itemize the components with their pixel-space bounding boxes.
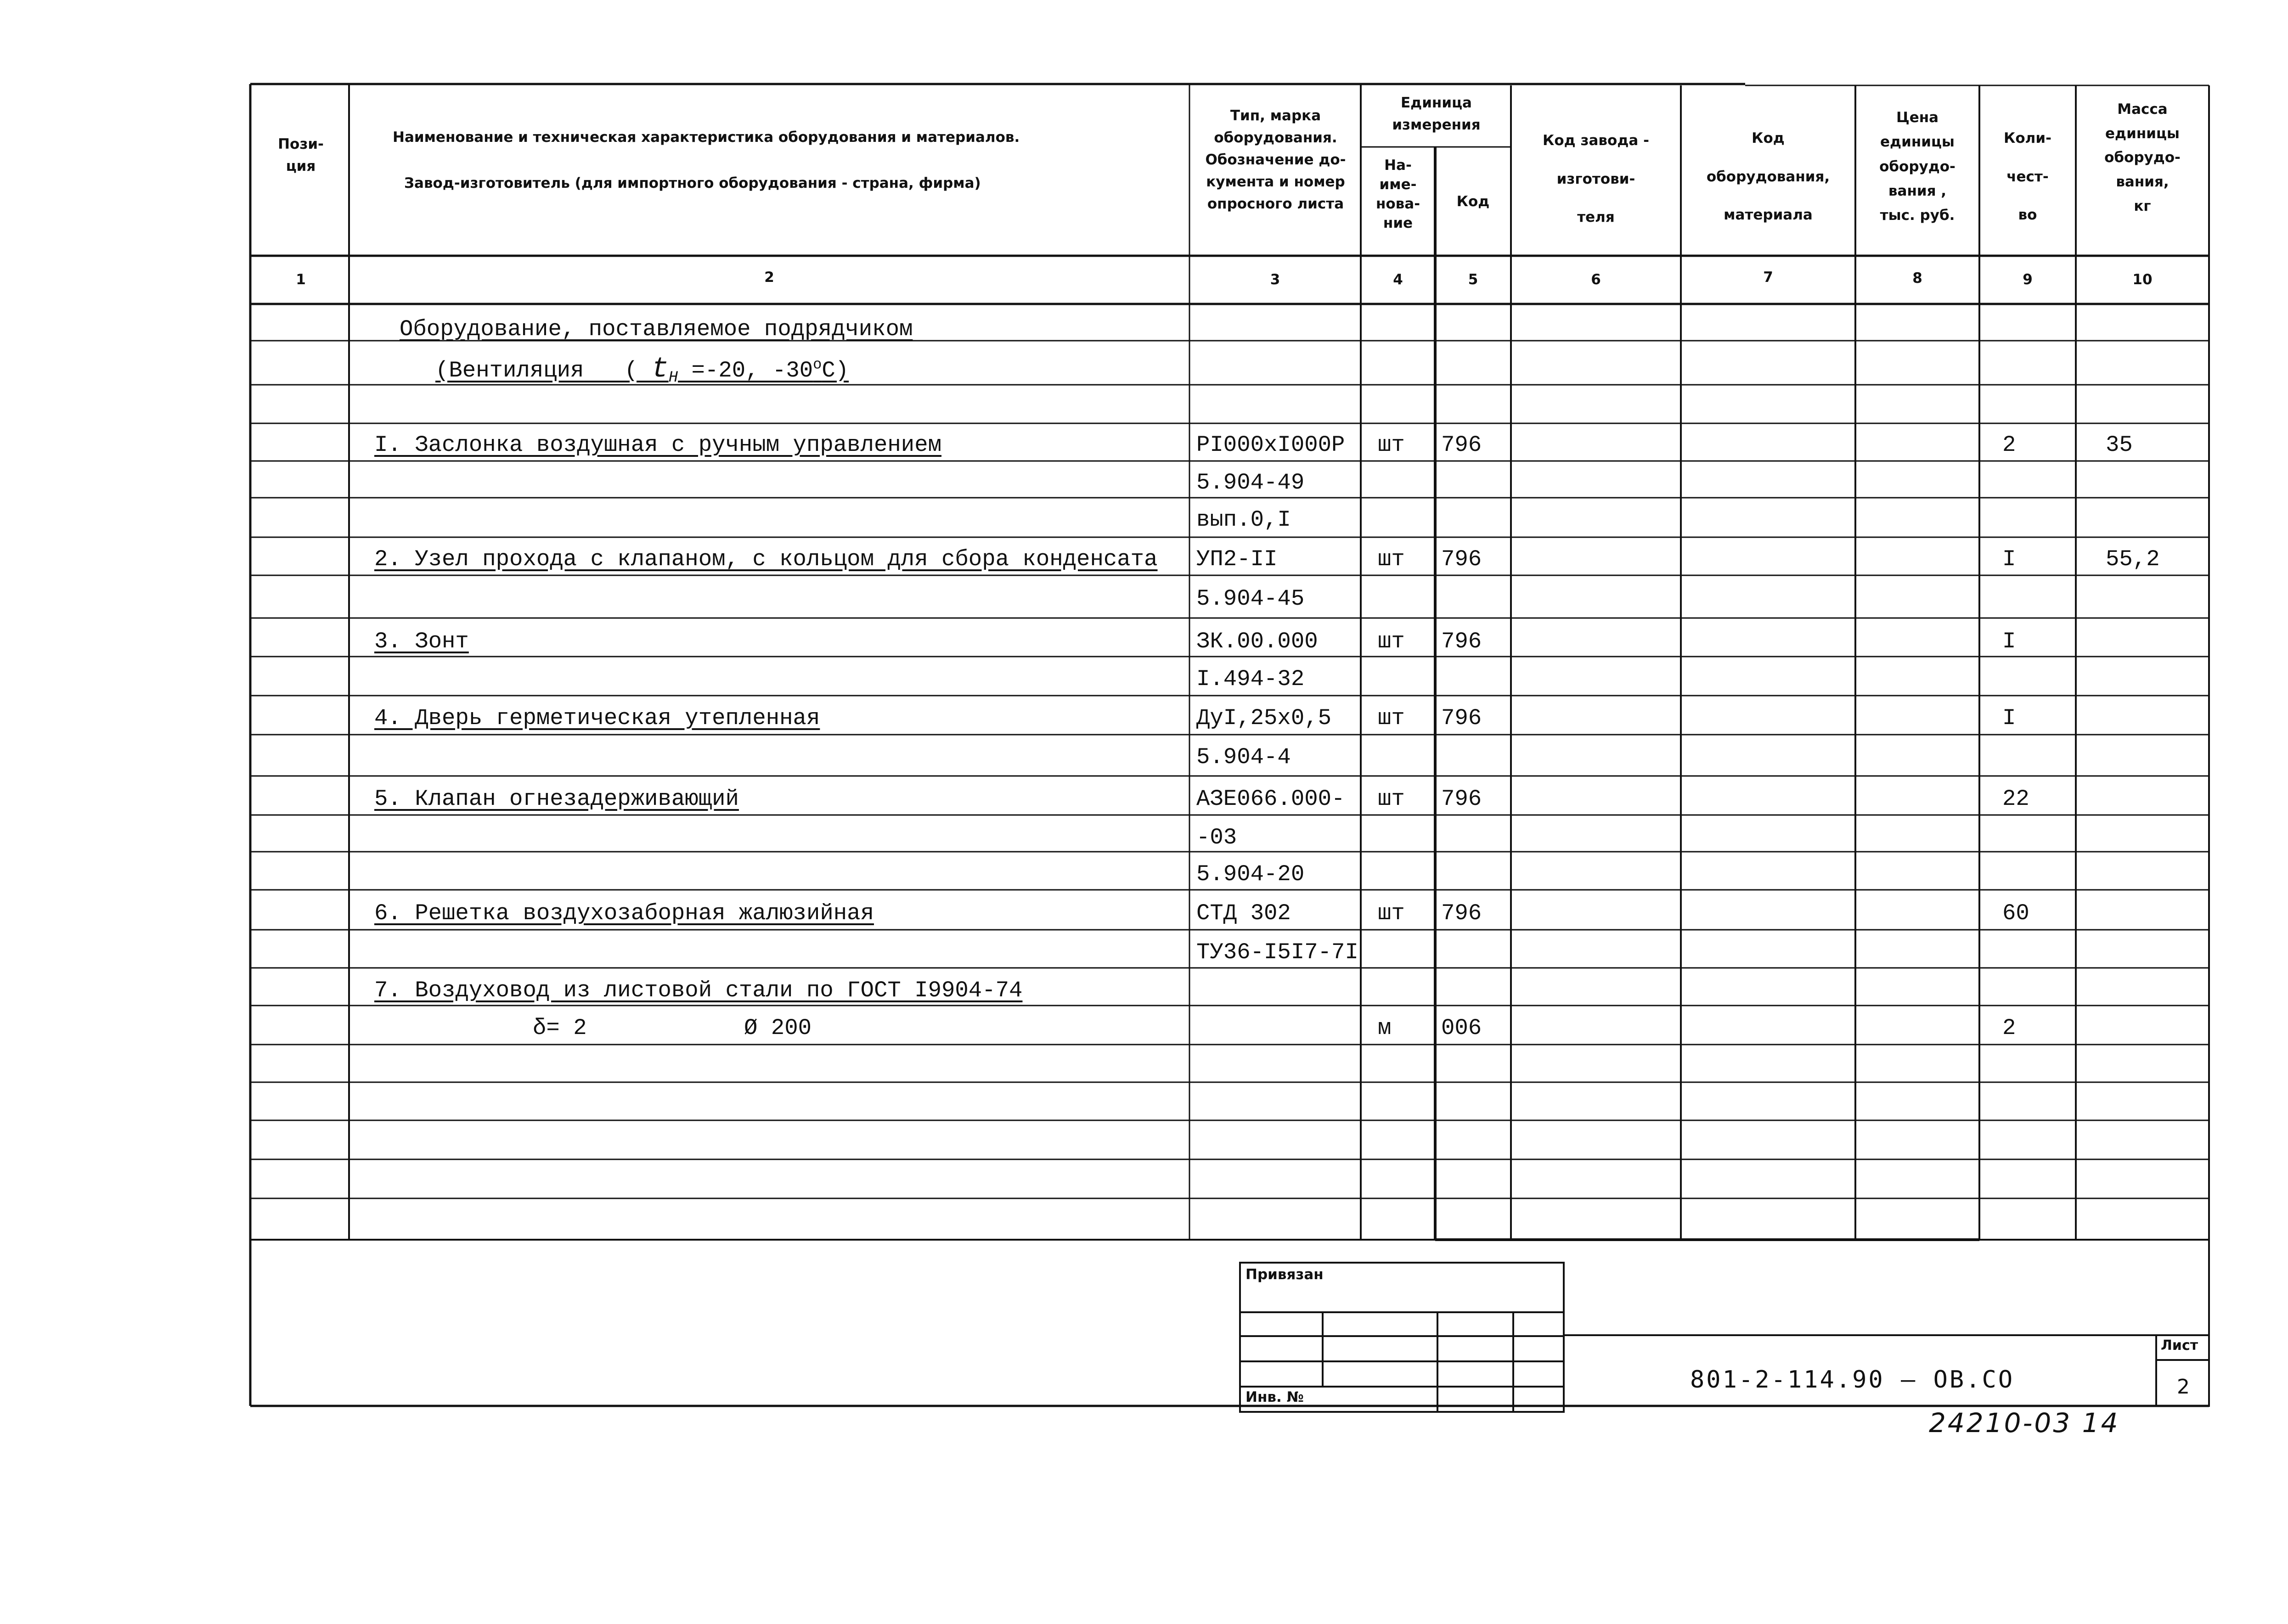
item-unit-code: 006	[1441, 1015, 1482, 1041]
item-type: -03	[1196, 825, 1237, 850]
item-mass: 35	[2106, 432, 2133, 458]
item-quantity: 22	[2002, 786, 2029, 812]
item-type: 5.904-4	[1196, 744, 1291, 770]
item-unit: м	[1378, 1015, 1392, 1041]
header-col4: На- име- нова- ние	[1375, 157, 1420, 231]
header-col9: Коли- чест- во	[2004, 130, 2051, 224]
item-type: СТД 302	[1196, 900, 1291, 926]
item-type: ДуI,25х0,5	[1196, 705, 1332, 731]
header-unit-group: Единица измерения	[1392, 95, 1481, 134]
col-number-3: 3	[1270, 271, 1280, 288]
col-number-1: 1	[296, 271, 306, 288]
col-number-10: 10	[2132, 271, 2153, 288]
col-number-5: 5	[1468, 271, 1478, 288]
item-quantity: 60	[2002, 900, 2029, 926]
handwritten-number: 24210-03 14	[1929, 1407, 2120, 1439]
item-unit-code: 796	[1441, 629, 1482, 654]
item-type: 5.904-49	[1196, 470, 1305, 495]
item-quantity: 2	[2002, 432, 2016, 458]
item-quantity: 2	[2002, 1015, 2016, 1041]
item-unit-code: 796	[1441, 546, 1482, 572]
item-type: 5.904-20	[1196, 861, 1305, 887]
header-col1: Пози- ция	[278, 136, 324, 175]
header-col2-line2: Завод-изготовитель (для импортного оборудования - страна, фирма)	[404, 175, 981, 191]
item-type: АЗЕ066.000-	[1196, 786, 1345, 812]
item-type: вып.0,I	[1196, 507, 1291, 533]
item-unit: шт	[1378, 900, 1405, 926]
item-unit-code: 796	[1441, 900, 1482, 926]
col-number-9: 9	[2023, 271, 2033, 288]
item-thickness: δ= 2	[533, 1015, 587, 1041]
item-unit-code: 796	[1441, 705, 1482, 731]
header-col8: Цена единицы оборудо- вания , тыс. руб.	[1879, 109, 1956, 224]
item-name: I. Заслонка воздушная с ручным управлением	[374, 432, 942, 458]
item-name: 5. Клапан огнезадерживающий	[374, 786, 739, 812]
item-unit: шт	[1378, 786, 1405, 812]
stamp-sheet-label: Лист	[2161, 1337, 2198, 1354]
item-quantity: I	[2002, 546, 2016, 572]
item-name: 3. Зонт	[374, 629, 469, 654]
item-unit: шт	[1378, 705, 1405, 731]
item-type: УП2-II	[1196, 546, 1278, 572]
stamp-inv: Инв. №	[1245, 1389, 1304, 1405]
stamp-sheet-number: 2	[2177, 1375, 2190, 1399]
item-quantity: I	[2002, 705, 2016, 731]
item-unit: шт	[1378, 629, 1405, 654]
stamp-privyazan: Привязан	[1245, 1266, 1324, 1283]
header-col6: Код завода - изготови- теля	[1543, 132, 1649, 226]
item-unit: шт	[1378, 432, 1405, 458]
header-col10: Масса единицы оборудо- вания, кг	[2104, 101, 2181, 214]
col-number-8: 8	[1912, 270, 1922, 287]
item-name: 2. Узел прохода с клапаном, с кольцом для сбора конденсата	[374, 546, 1158, 572]
header-col7: Код оборудования, материала	[1706, 130, 1830, 224]
section-subtitle: (Вентиляция ( $t_Н =-20$, $-30^оС$)	[435, 353, 849, 387]
col-number-2: 2	[764, 269, 774, 286]
col-number-4: 4	[1393, 271, 1403, 288]
item-unit: шт	[1378, 546, 1405, 572]
col-number-6: 6	[1591, 271, 1601, 288]
item-type: 5.904-45	[1196, 586, 1305, 612]
item-type: I.494-32	[1196, 666, 1305, 692]
col-number-7: 7	[1763, 269, 1773, 286]
item-name: 4. Дверь герметическая утепленная	[374, 705, 820, 731]
header-col5: Код	[1456, 193, 1490, 210]
item-type: PI000xI000P	[1196, 432, 1345, 458]
item-type: ЗК.00.000	[1196, 629, 1318, 654]
item-unit-code: 796	[1441, 786, 1482, 812]
item-unit-code: 796	[1441, 432, 1482, 458]
item-name: 7. Воздуховод из листовой стали по ГОСТ I9904-74	[374, 978, 1023, 1003]
document-code: 801-2-114.90 — ОВ.СО	[1690, 1366, 2015, 1394]
header-col3: Тип, марка оборудования. Обозначение до- кумента и номер опросного листа	[1205, 107, 1346, 213]
item-name: 6. Решетка воздухозаборная жалюзийная	[374, 900, 874, 926]
item-type: ТУ36-I5I7-7I	[1196, 939, 1358, 965]
item-diameter: Ø 200	[744, 1015, 812, 1041]
header-col2-line1: Наименование и техническая характеристика оборудования и материалов.	[393, 129, 1020, 146]
section-title: Оборудование, поставляемое подрядчиком	[400, 316, 913, 342]
item-quantity: I	[2002, 629, 2016, 654]
item-mass: 55,2	[2106, 546, 2160, 572]
